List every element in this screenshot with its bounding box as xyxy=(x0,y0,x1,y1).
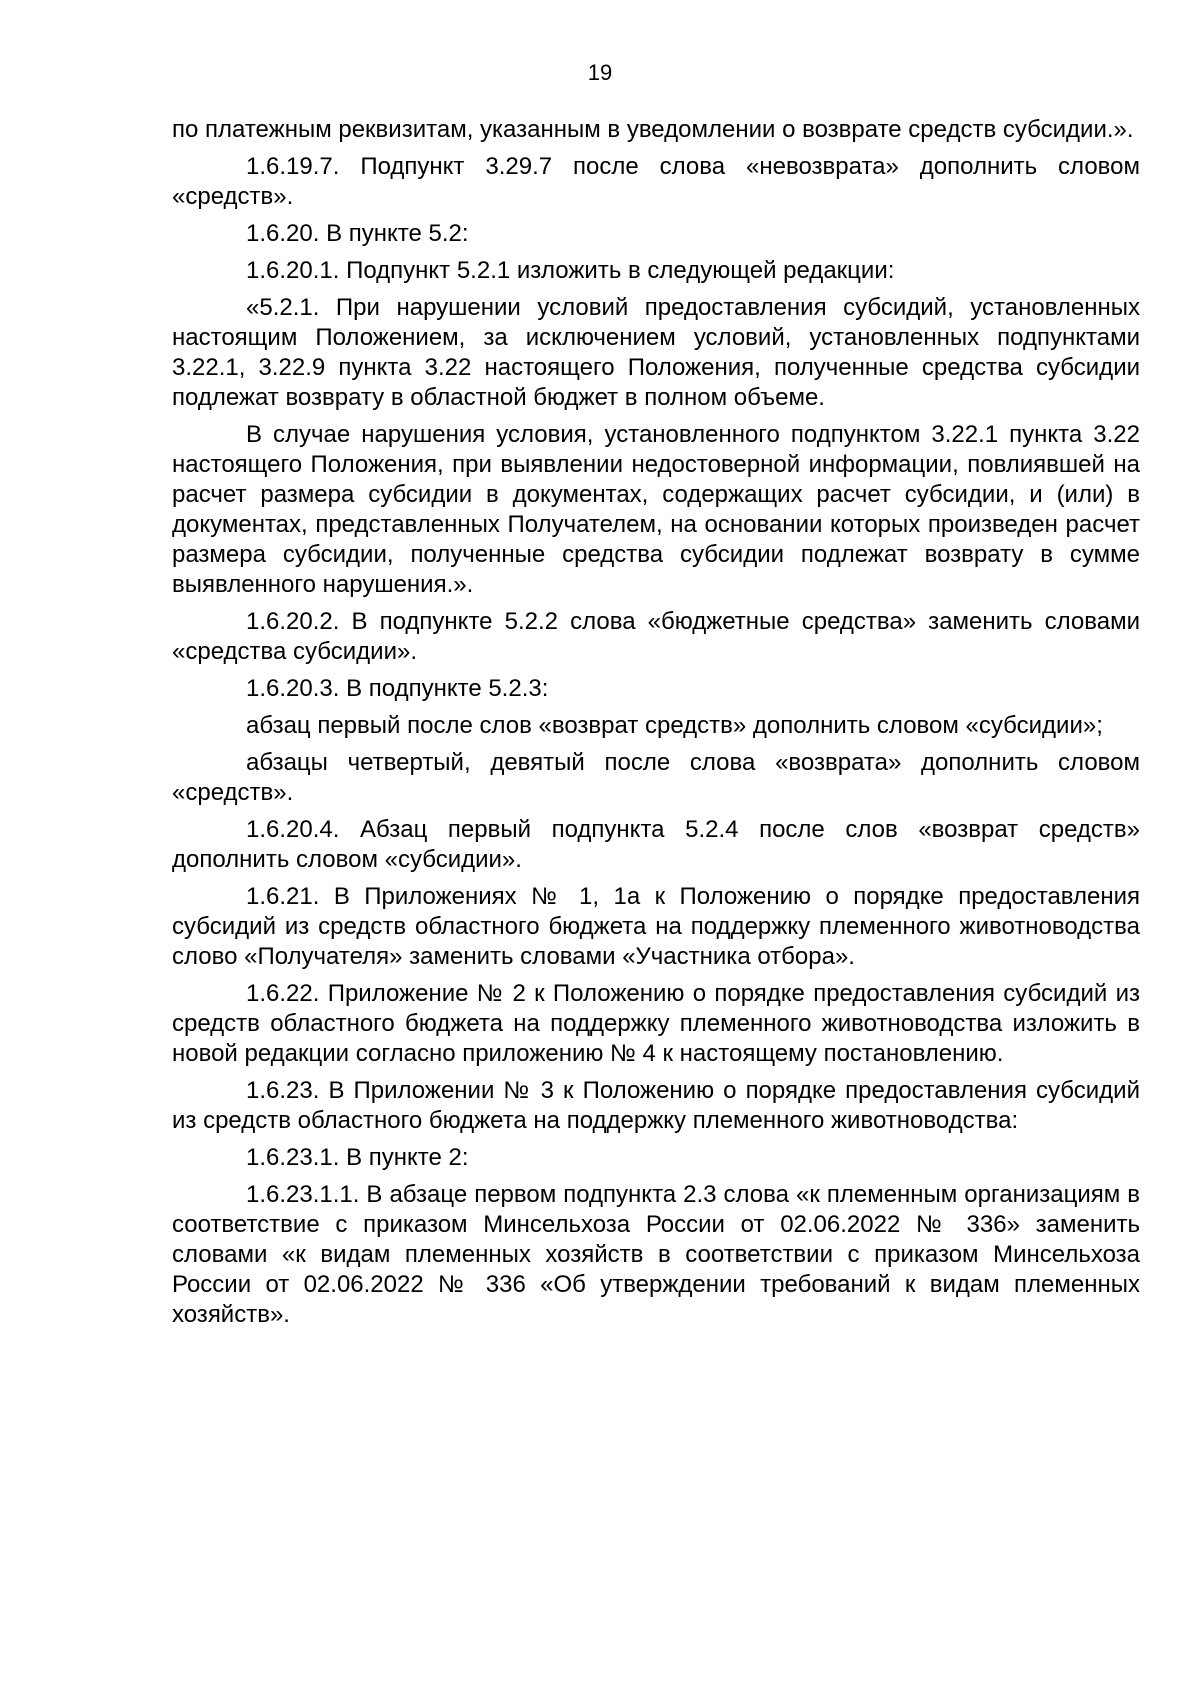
paragraph-1-6-20-2: 1.6.20.2. В подпункте 5.2.2 слова «бюджетные средства» заменить словами «средства субсидии». xyxy=(172,608,1140,665)
paragraph-violation-case: В случае нарушения условия, установленного подпунктом 3.22.1 пункта 3.22 настоящего Положения, при выявлении недостоверной информации, повлиявшей на расчет размера субсидии в документах, содержащих расчет субсидии, и (или) в документах, представленных Получателем, на основании которых произведен расчет размера субсидии, полученные средства субсидии подлежат возврату в сумме выявленного нарушения.». xyxy=(172,421,1140,598)
paragraph-1-6-22: 1.6.22. Приложение № 2 к Положению о порядке предоставления субсидий из средств областного бюджета на поддержку племенного животноводства изложить в новой редакции согласно приложению № 4 к настоящему постановлению. xyxy=(172,980,1140,1067)
paragraph-first-abzac: абзац первый после слов «возврат средств» дополнить словом «субсидии»; xyxy=(246,712,1103,739)
paragraph-fourth-ninth-abzac: абзацы четвертый, девятый после слова «возврата» дополнить словом «средств». xyxy=(172,749,1140,806)
paragraph-1-6-20-1: 1.6.20.1. Подпункт 5.2.1 изложить в следующей редакции: xyxy=(246,257,895,284)
paragraph-5-2-1-quote: «5.2.1. При нарушении условий предоставления субсидий, установленных настоящим Положением, за исключением условий, установленных подпунктами 3.22.1, 3.22.9 пункта 3.22 настоящего Положения, полученные средства субсидии подлежат возврату в областной бюджет в полном объеме. xyxy=(172,294,1140,411)
paragraph-1-6-23-1: 1.6.23.1. В пункте 2: xyxy=(246,1144,469,1171)
paragraph-1-6-23-1-1: 1.6.23.1.1. В абзаце первом подпункта 2.3 слова «к племенным организациям в соответствие с приказом Минсельхоза России от 02.06.2022 № 336» заменить словами «к видам племенных хозяйств в соответствии с приказом Минсельхоза России от 02.06.2022 № 336 «Об утверждении требований к видам племенных хозяйств». xyxy=(172,1181,1140,1328)
paragraph-1-6-21: 1.6.21. В Приложениях № 1, 1а к Положению о порядке предоставления субсидий из средств областного бюджета на поддержку племенного животноводства слово «Получателя» заменить словами «Участника отбора». xyxy=(172,883,1140,970)
paragraph-1-6-20-4: 1.6.20.4. Абзац первый подпункта 5.2.4 после слов «возврат средств» дополнить словом «субсидии». xyxy=(172,816,1140,873)
paragraph-1-6-19-7: 1.6.19.7. Подпункт 3.29.7 после слова «невозврата» дополнить словом «средств». xyxy=(172,153,1140,210)
paragraph-1-6-20-3: 1.6.20.3. В подпункте 5.2.3: xyxy=(246,675,549,702)
page-number: 19 xyxy=(587,60,613,85)
paragraph-continuation: по платежным реквизитам, указанным в уведомлении о возврате средств субсидии.». xyxy=(172,116,1134,143)
document-body xyxy=(172,115,1140,1337)
paragraph-1-6-20: 1.6.20. В пункте 5.2: xyxy=(246,220,469,247)
paragraph-1-6-23: 1.6.23. В Приложении № 3 к Положению о порядке предоставления субсидий из средств областного бюджета на поддержку племенного животноводства: xyxy=(172,1077,1140,1134)
